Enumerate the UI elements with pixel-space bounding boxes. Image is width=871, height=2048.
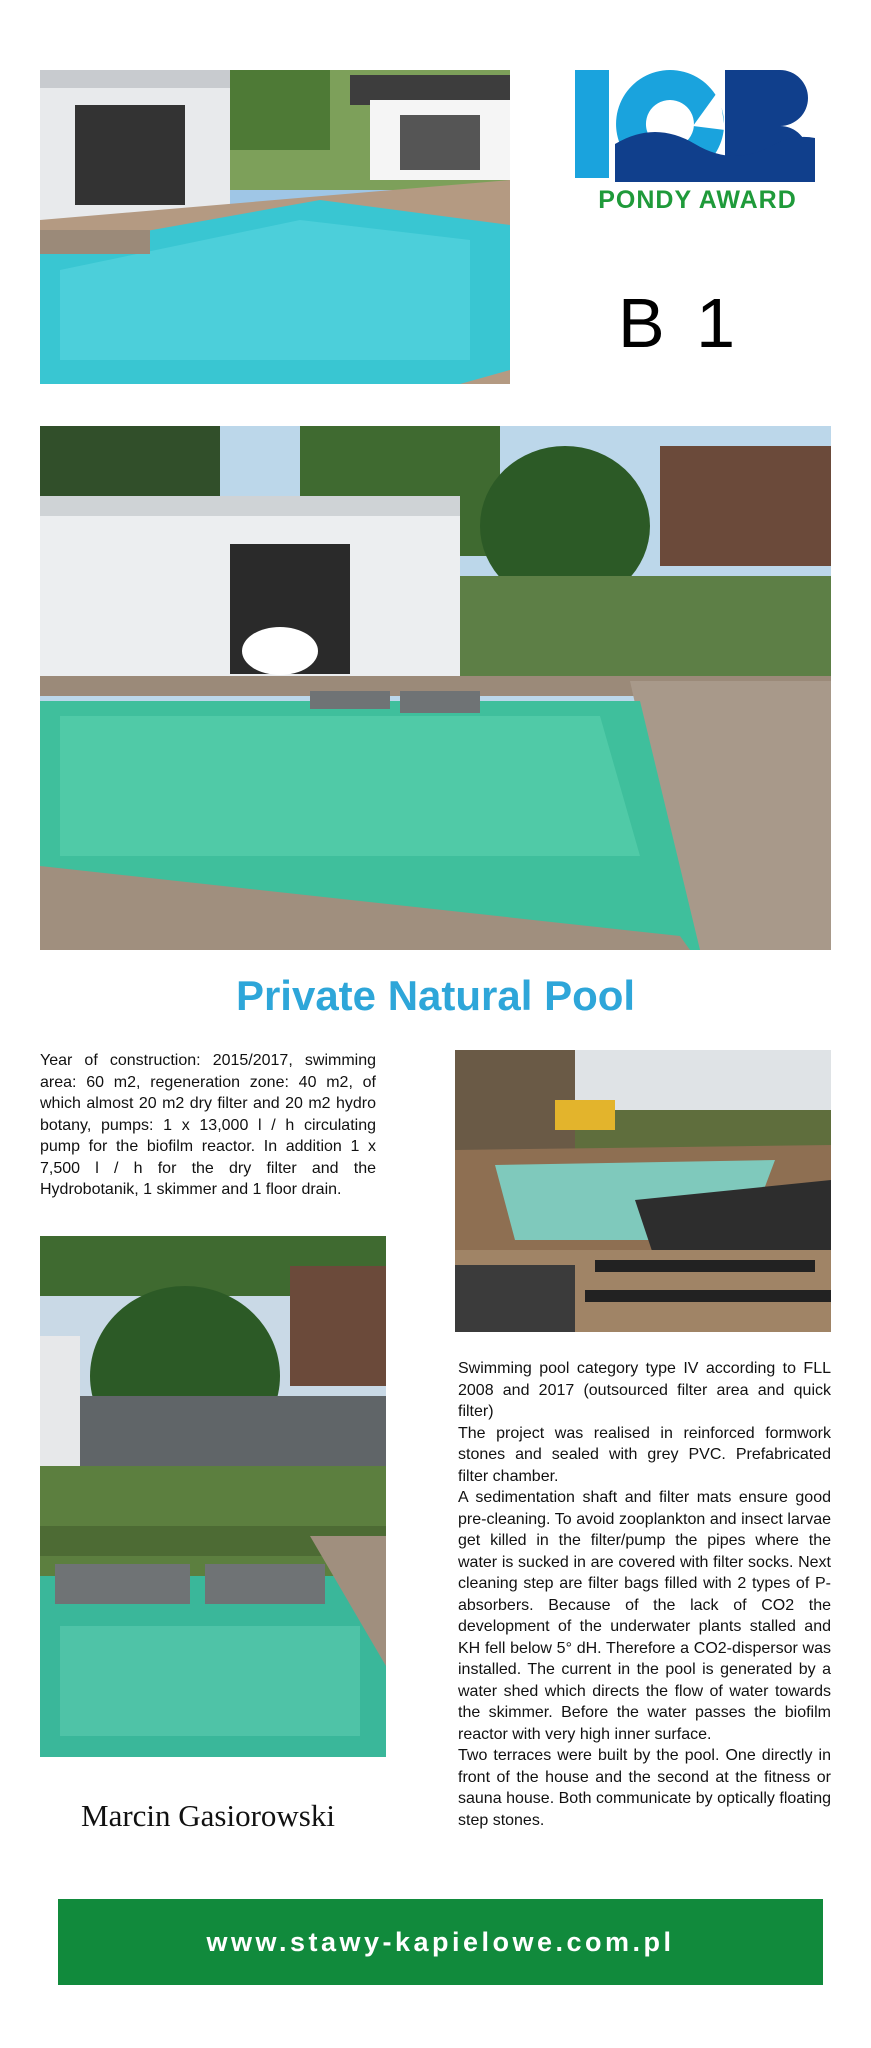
entry-code: B 1 [618, 284, 742, 362]
details-paragraph: A sedimentation shaft and filter mats ensure good pre-cleaning. To avoid zooplankton and insect larvae get killed in the filter/pump the pipes where the water is sucked in are covered with filter socks. Next cleaning step are filter bags filled with 2 types of P-absorbers. Because of the lack of CO2 the development of the underwater plants stalled and KH fell below 5° dH. Therefore a CO2-dispersor was installed. The current in the pool is generated by a water shed which directs the flow of water towards the skimmer. Before the water passes the biofilm reactor with very high inner surface. [458, 1489, 831, 1743]
project-description: Year of construction: 2015/2017, swimming area: 60 m2, regeneration zone: 40 m2, of which almost 20 m2 dry filter and 20 m2 hydro botany, pumps: 1 x 13,000 l / h circulating pump for the biofilm reactor. In addition 1 x 7,500 l / h for the dry filter and the Hydrobotanik, 1 skimmer and 1 floor drain. [40, 1052, 376, 1198]
construction-photo [455, 1050, 831, 1332]
details-paragraph: Swimming pool category type IV according to FLL 2008 and 2017 (outsourced filter area and quick filter) [458, 1360, 831, 1420]
pondy-award-logo [575, 66, 820, 216]
tree-pool-photo [40, 1236, 386, 1757]
project-details [458, 1358, 831, 1831]
main-pool-photo [40, 426, 831, 950]
details-paragraph: Two terraces were built by the pool. One directly in front of the house and the second at the fitness or sauna house. Both communicate by optically floating step stones. [458, 1747, 831, 1829]
logo-text: PONDY AWARD [598, 186, 797, 214]
details-paragraph: The project was realised in reinforced formwork stones and sealed with grey PVC. Prefabricated filter chamber. [458, 1424, 831, 1485]
page-title: Private Natural Pool [235, 972, 636, 1019]
pool-house-photo [40, 70, 510, 384]
website-link[interactable]: www.stawy-kapielowe.com.pl [206, 1926, 675, 1957]
footer-banner [58, 1899, 823, 1985]
author-name: Marcin Gasiorowski [81, 1798, 335, 1833]
